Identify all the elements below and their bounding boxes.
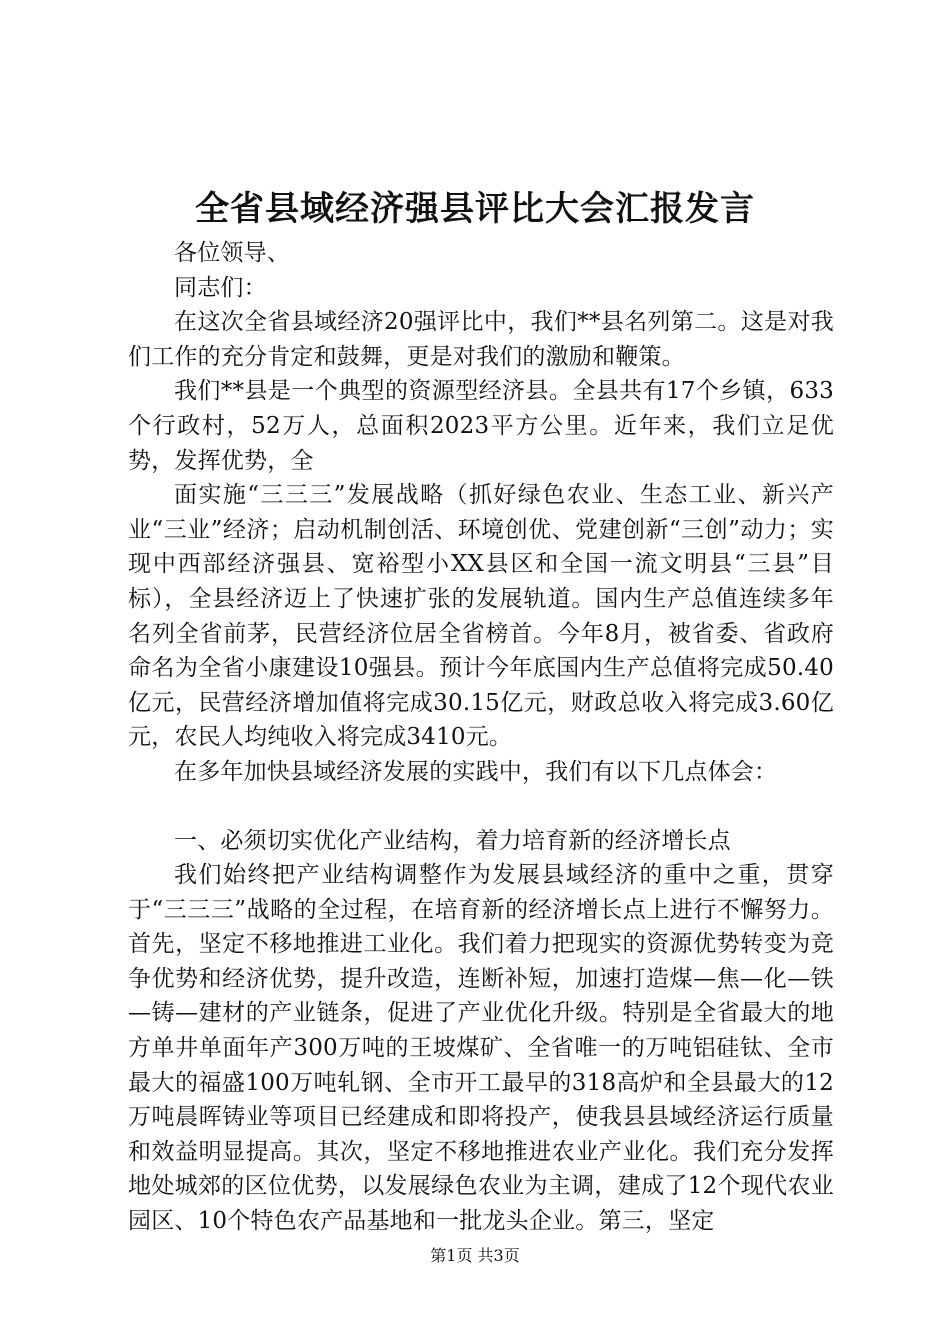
body-paragraph: 面实施“三三三”发展战略（抓好绿色农业、生态工业、新兴产业“三业”经济；启动机制创活、环境创优、党建创新“三创”动力；实现中西部经济强县、宽裕型小XX县区和全国一流文明县“三县”目标），全县经济迈上了快速扩张的发展轨道。国内生产总值连续多年名列全省前茅，民营经济位居全省榜首。今年8月，被省委、省政府命名为全省小康建设10强县。预计今年底国内生产总值将完成50.40亿元，民营经济增加值将完成30.15亿元，财政总收入将完成3.60亿元，农民人均纯收入将完成3410元。: [128, 482, 834, 751]
document-body: [128, 236, 834, 1239]
body-paragraph: 在多年加快县域经济发展的实践中，我们有以下几点体会：: [174, 758, 778, 785]
body-paragraph: 我们**县是一个典型的资源型经济县。全县共有17个乡镇，633个行政村，52万人，总面积2023平方公里。近年来，我们立足优势，发挥优势，全: [128, 378, 834, 474]
section-heading: 一、必须切实优化产业结构，着力培育新的经济增长点: [174, 827, 731, 854]
document-title: 全省县域经济强县评比大会汇报发言: [195, 189, 755, 229]
body-paragraph: 我们始终把产业结构调整作为发展县域经济的重中之重，贯穿于“三三三”战略的全过程，在培育新的经济增长点上进行不懈努力。首先，坚定不移地推进工业化。我们着力把现实的资源优势转变为竞争优势和经济优势，提升改造，连断补短，加速打造煤—焦—化—铁—铸—建材的产业链条，促进了产业优化升级。特别是全省最大的地方单井单面年产300万吨的王坡煤矿、全省唯一的万吨铝硅钛、全市最大的福盛100万吨轧钢、全市开工最早的318高炉和全县最大的12万吨晨晖铸业等项目已经建成和即将投产，使我县县域经济运行质量和效益明显提高。其次，坚定不移地推进农业产业化。我们充分发挥地处城郊的区位优势，以发展绿色农业为主调，建成了12个现代农业园区、10个特色农产品基地和一批龙头企业。第三，坚定: [128, 862, 834, 1235]
greeting-line: 同志们：: [174, 274, 267, 301]
paragraph-gap: [128, 790, 834, 824]
greeting-line: 各位领导、: [174, 240, 290, 266]
body-paragraph: 在这次全省县域经济20强评比中，我们**县名列第二。这是对我们工作的充分肯定和鼓舞，更是对我们的激励和鞭策。: [128, 309, 834, 370]
page-footer: 第1页 共3页: [430, 1246, 520, 1265]
